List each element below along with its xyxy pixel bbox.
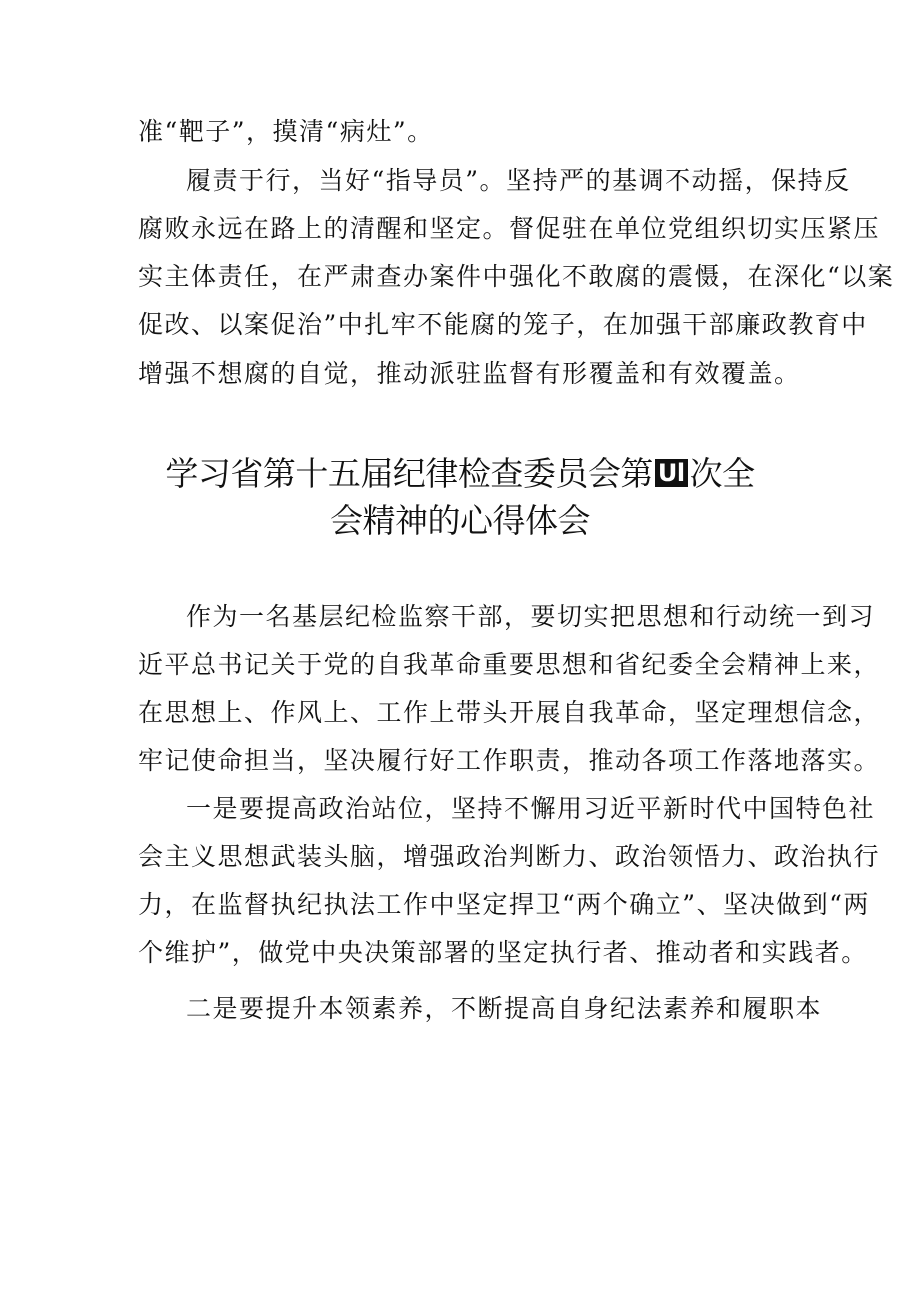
paragraph-first-line: 履责于行，当好“指导员”。坚持严的基调不动摇，保持反 xyxy=(186,166,851,195)
paragraph-first-line: 一是要提高政治站位，坚持不懈用习近平新时代中国特色社 xyxy=(186,794,876,823)
document-title-line-2: 会精神的心得体会 xyxy=(330,501,590,540)
text-line: 实主体责任，在严肃查办案件中强化不敢腐的震慑，在深化“以案 xyxy=(138,262,895,291)
text-line: 增强不想腐的自觉，推动派驻监督有形覆盖和有效覆盖。 xyxy=(138,359,801,388)
text-line: 准“靶子”，摸清“病灶”。 xyxy=(138,117,434,146)
text-line: 个维护”，做党中央决策部署的坚定执行者、推动者和实践者。 xyxy=(138,938,868,967)
text-line: 在思想上、作风上、工作上带头开展自我革命，坚定理想信念， xyxy=(138,698,881,727)
text-line: 力，在监督执纪执法工作中坚定捍卫“两个确立”、坚决做到“两 xyxy=(138,890,870,919)
title-text-after: 次全 xyxy=(689,454,755,493)
text-line: 促改、以案促治”中扎牢不能腐的笼子，在加强干部廉政教育中 xyxy=(138,310,868,339)
text-line: 会主义思想武装头脑，增强政治判断力、政治领悟力、政治执行 xyxy=(138,842,881,871)
title-glyph-badge: Ul xyxy=(655,459,688,487)
text-line: 牢记使命担当，坚决履行好工作职责，推动各项工作落地落实。 xyxy=(138,746,881,775)
paragraph-first-line: 作为一名基层纪检监察干部，要切实把思想和行动统一到习 xyxy=(186,602,876,631)
text-line: 近平总书记关于党的自我革命重要思想和省纪委全会精神上来， xyxy=(138,650,881,679)
text-line: 腐败永远在路上的清醒和坚定。督促驻在单位党组织切实压紧压 xyxy=(138,214,881,243)
paragraph-first-line: 二是要提升本领素养，不断提高自身纪法素养和履职本 xyxy=(186,994,823,1023)
document-title-line-1 xyxy=(0,452,920,496)
title-text-before: 学习省第十五届纪律检查委员会第 xyxy=(165,454,653,493)
